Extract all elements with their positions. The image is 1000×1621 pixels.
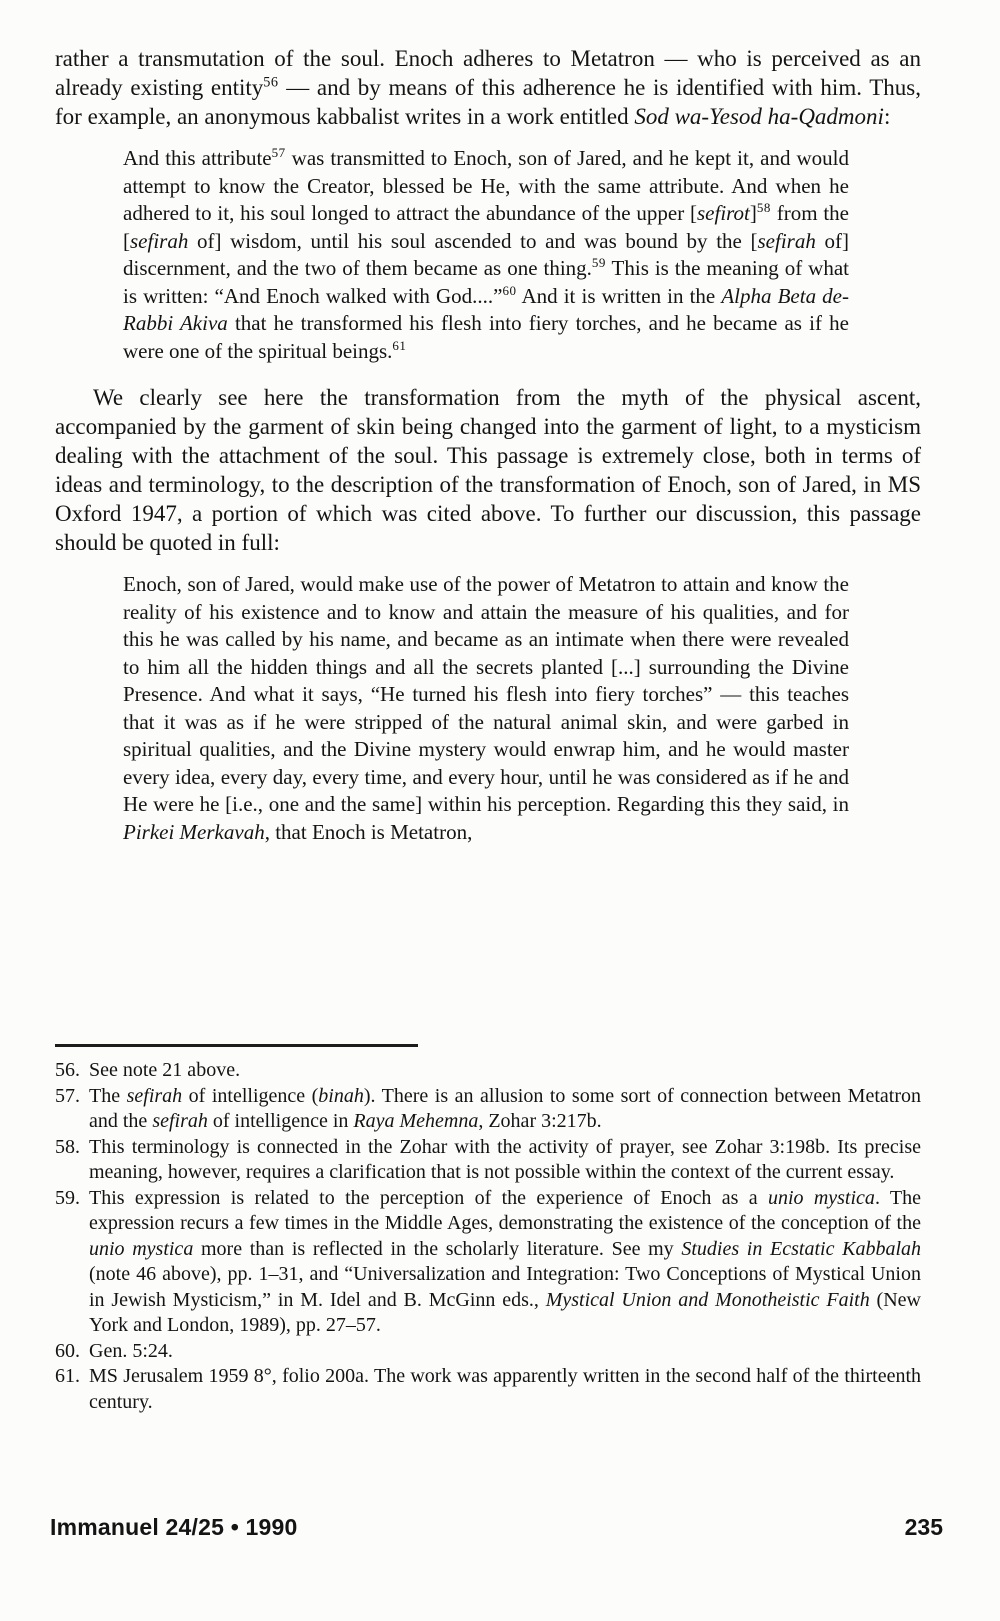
footnote-divider bbox=[55, 1044, 418, 1047]
page-number: 235 bbox=[904, 1514, 943, 1540]
footnote-text: This terminology is connected in the Zohar with the activity of prayer, see Zohar 3:198b. Its precise meaning, however, requires a clarification that is not possible within the context of the current essay. bbox=[89, 1135, 921, 1183]
footnote-number: 59. bbox=[55, 1186, 80, 1209]
page-footer bbox=[50, 1514, 943, 1541]
footnote-number: 56. bbox=[55, 1059, 80, 1081]
article-body bbox=[55, 44, 921, 846]
paragraph-continuation: rather a transmutation of the soul. Enoch adheres to Metatron — who is perceived as an already existing entity$^{56}$ — and by means of this adherence he is identified with him. Thus, for example, an anonymous kabbalist writes in a work entitled Sod wa-Yesod ha-Qadmoni: bbox=[55, 46, 921, 129]
footnote-number: 57. bbox=[55, 1084, 80, 1107]
footnote-item bbox=[55, 1084, 921, 1135]
paragraph-discussion: We clearly see here the transformation from the myth of the physical ascent, accompanied by the garment of skin being changed into the garment of light, to a mysticism dealing with the attachment of the soul. This passage is extremely close, both in terms of ideas and terminology, to the description of the transformation of Enoch, son of Jared, in MS Oxford 1947, a portion of which was cited above. To further our discussion, this passage should be quoted in full: bbox=[55, 385, 921, 555]
block-quote-sod-wa-yesod: And this attribute$^{57}$ was transmitted to Enoch, son of Jared, and he kept it, and would attempt to know the Creator, blessed be He, with the same attribute. And when he adhered to it, his soul longed to attract the abundance of the upper [sefirot]$^{58}$ from the [sefirah of] wisdom, until his soul ascended to and was bound by the [sefirah of] discernment, and the two of them became as one thing.$^{59}$ This is the meaning of what is written: “And Enoch walked with God....”$^{60}$ And it is written in the Alpha Beta de-Rabbi Akiva that he transformed his flesh into fiery torches, and he became as if he were one of the spiritual beings.$^{61}$ bbox=[123, 145, 850, 363]
footnote-item bbox=[55, 1186, 921, 1339]
footnote-number: 60. bbox=[55, 1339, 80, 1362]
footnote-number: 58. bbox=[55, 1135, 80, 1158]
footnote-item bbox=[55, 1135, 921, 1186]
footnote-text: This expression is related to the perception of the experience of Enoch as a unio mystica. The expression recurs a few times in the Middle Ages, demonstrating the existence of the conception of the unio mystica more than is reflected in the scholarly literature. See my Studies in Ecstatic Kabbalah (note 46 above), pp. 1–31, and “Universalization and Integration: Two Conceptions of Mystical Union in Jewish Mysticism,” in M. Idel and B. McGinn eds., Mystical Union and Monotheistic Faith (New York and London, 1989), pp. 27–57. bbox=[89, 1186, 922, 1336]
block-quote-ms-oxford: Enoch, son of Jared, would make use of the power of Metatron to attain and know the reality of his existence and to know and attain the measure of his qualities, and for this he was called by his name, and became as an intimate when there were revealed to him all the hidden things and all the secrets planted [...] surrounding the Divine Presence. And what it says, “He turned his flesh into fiery torches” — this teaches that it was as if he were stripped of the natural animal skin, and were garbed in spiritual qualities, and the Divine mystery would enwrap him, and he would master every idea, every day, every time, and every hour, until he was considered as if he and He were he [i.e., one and the same] within his perception. Regarding this they said, in Pirkei Merkavah, that Enoch is Metatron, bbox=[123, 572, 849, 844]
footnotes-list bbox=[55, 1058, 921, 1415]
footnote-number: 61. bbox=[55, 1365, 80, 1387]
footnote-text: Gen. 5:24. bbox=[89, 1339, 173, 1362]
footnote-item bbox=[55, 1364, 921, 1415]
footnote-item bbox=[55, 1339, 921, 1365]
footnote-text: MS Jerusalem 1959 8°, folio 200a. The work was apparently written in the second half of the thirteenth century. bbox=[89, 1365, 921, 1413]
footnote-section bbox=[55, 1044, 921, 1415]
footnote-item bbox=[55, 1058, 921, 1084]
journal-title: Immanuel 24/25 • 1990 bbox=[50, 1514, 298, 1540]
footnote-text: See note 21 above. bbox=[89, 1059, 241, 1081]
footnote-text: The sefirah of intelligence (binah). There is an allusion to some sort of connection between Metatron and the sefirah of intelligence in Raya Mehemna, Zohar 3:217b. bbox=[89, 1084, 921, 1132]
